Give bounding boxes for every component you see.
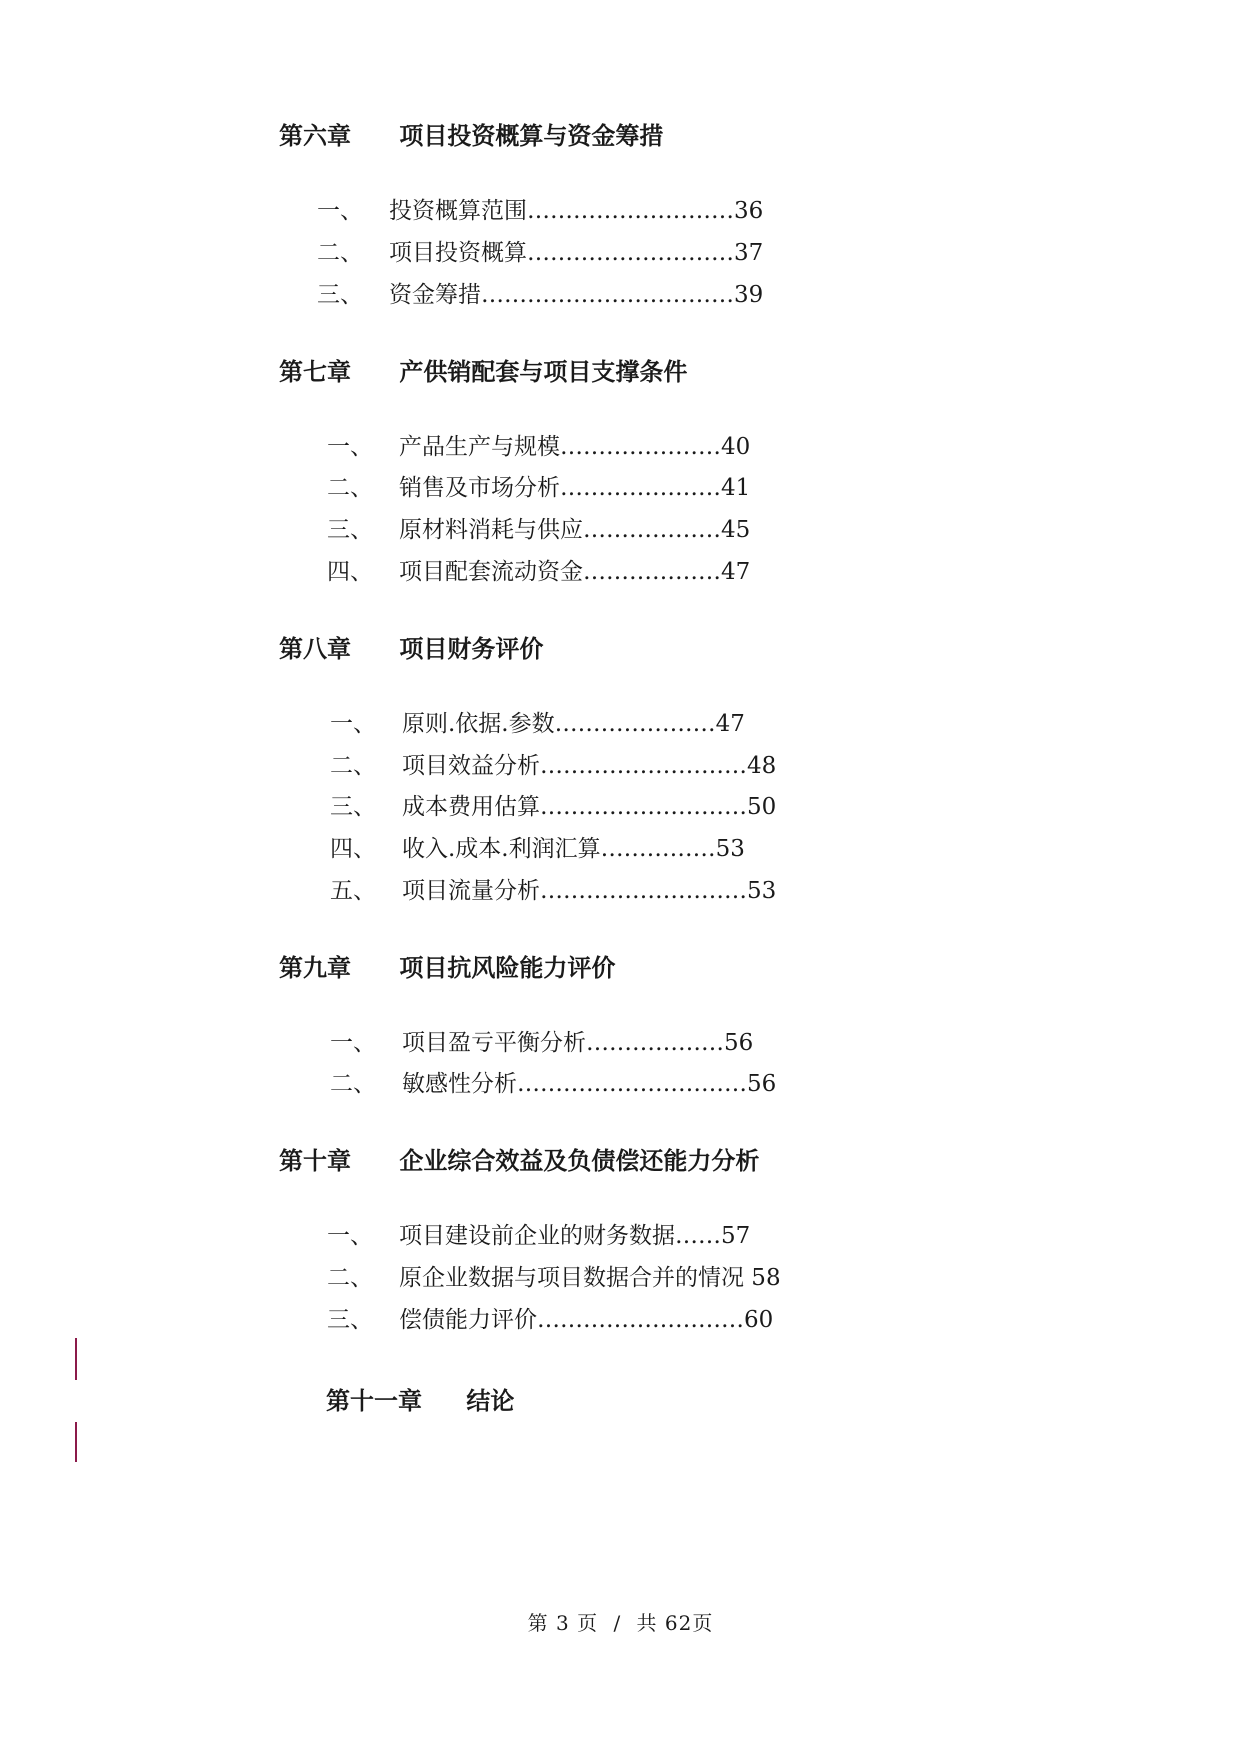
chapter-number: 第八章: [279, 635, 351, 663]
chapter-heading: [326, 1389, 514, 1413]
chapter-heading: [279, 360, 687, 384]
entry-index: 三、: [327, 1307, 373, 1333]
entry-text: 销售及市场分析…………………41: [399, 475, 751, 501]
entry-text: 项目盈亏平衡分析………………56: [402, 1030, 754, 1056]
chapter-number: 第九章: [279, 954, 351, 982]
chapter-title: 产供销配套与项目支撑条件: [399, 358, 688, 386]
entry-index: 二、: [327, 475, 373, 501]
entry-index: 四、: [327, 559, 373, 585]
chapter-number: 第十章: [279, 1147, 351, 1175]
chapter-heading: [279, 956, 615, 980]
entry-text: 成本费用估算………………………50: [402, 794, 777, 820]
entry-index: 一、: [327, 434, 373, 460]
chapter-title: 项目投资概算与资金筹措: [399, 122, 664, 150]
entry-index: 四、: [330, 836, 376, 862]
chapter-heading: [279, 124, 663, 148]
entry-text: 投资概算范围………………………36: [389, 198, 764, 224]
entry-index: 一、: [330, 1030, 376, 1056]
chapter-title: 项目财务评价: [399, 635, 544, 663]
entry-text: 项目配套流动资金………………47: [399, 559, 751, 585]
chapter-title: 结论: [466, 1387, 515, 1415]
entry-index: 三、: [327, 517, 373, 543]
entry-text: 项目流量分析………………………53: [402, 878, 777, 904]
entry-index: 一、: [317, 198, 363, 224]
entry-index: 二、: [327, 1265, 373, 1291]
chapter-title: 项目抗风险能力评价: [399, 954, 616, 982]
entry-index: 三、: [317, 282, 363, 308]
chapter-title: 企业综合效益及负债偿还能力分析: [399, 1147, 760, 1175]
footer-separator: /: [613, 1611, 622, 1635]
entry-index: 二、: [330, 753, 376, 779]
entry-text: 偿债能力评价………………………60: [399, 1307, 774, 1333]
entry-index: 二、: [317, 240, 363, 266]
entry-index: 一、: [327, 1223, 373, 1249]
entry-index: 二、: [330, 1071, 376, 1097]
chapter-heading: [279, 637, 543, 661]
revision-mark: [75, 1338, 77, 1380]
entry-text: 项目效益分析………………………48: [402, 753, 777, 779]
chapter-number: 第七章: [279, 358, 351, 386]
entry-text: 项目投资概算………………………37: [389, 240, 764, 266]
entry-text: 原则.依据.参数…………………47: [402, 711, 745, 737]
entry-text: 资金筹措……………………………39: [389, 282, 764, 308]
entry-text: 项目建设前企业的财务数据……57: [399, 1223, 751, 1249]
current-page: 第 3 页: [527, 1611, 599, 1635]
entry-text: 原企业数据与项目数据合并的情况 58: [399, 1265, 781, 1291]
entry-text: 原材料消耗与供应………………45: [399, 517, 751, 543]
entry-text: 产品生产与规模…………………40: [399, 434, 751, 460]
entry-index: 五、: [330, 878, 376, 904]
chapter-number: 第六章: [279, 122, 351, 150]
entry-index: 三、: [330, 794, 376, 820]
total-pages: 共 62页: [636, 1611, 714, 1635]
chapter-number: 第十一章: [326, 1387, 422, 1415]
page-footer: [0, 1607, 1241, 1636]
entry-index: 一、: [330, 711, 376, 737]
revision-mark: [75, 1422, 77, 1462]
chapter-heading: [279, 1149, 759, 1173]
entry-text: 敏感性分析…………………………56: [402, 1071, 777, 1097]
entry-text: 收入.成本.利润汇算……………53: [402, 836, 745, 862]
